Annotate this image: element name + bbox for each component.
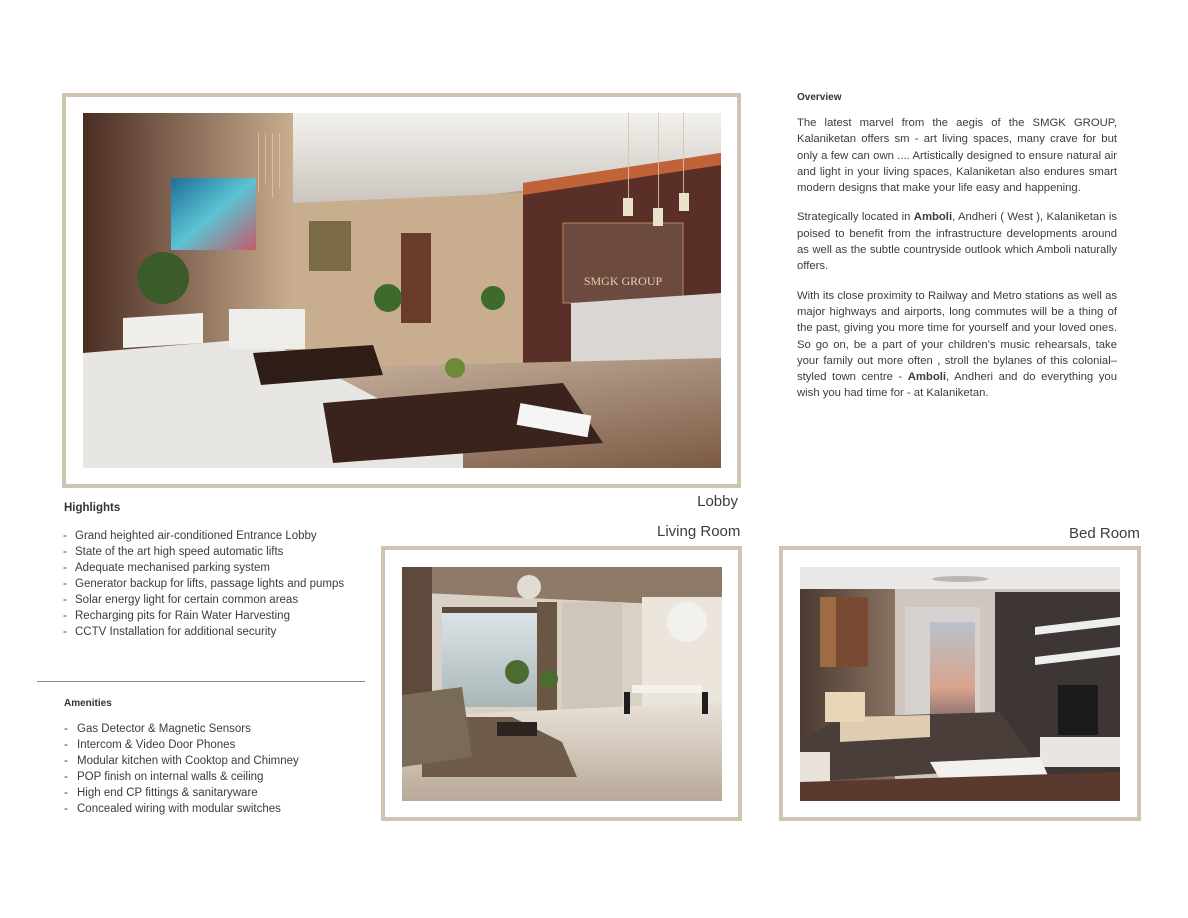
list-item: - Recharging pits for Rain Water Harvesting	[63, 608, 344, 624]
overview-paragraph-2: Strategically located in Amboli, Andheri ( West ), Kalaniketan is poised to benefit from the infrastructure developments around as well as the subtle countryside outlook which Amboli naturally offers.	[797, 211, 1117, 273]
amenities-list	[64, 721, 299, 817]
bed-room-caption: Bed Room	[1069, 525, 1140, 542]
amenities-title: Amenities	[64, 698, 112, 709]
list-item: - Solar energy light for certain common areas	[63, 592, 344, 608]
living-room-photo	[402, 567, 722, 801]
list-item: - High end CP fittings & sanitaryware	[64, 785, 299, 801]
living-room-caption: Living Room	[657, 523, 741, 540]
overview-title: Overview	[797, 92, 842, 103]
lobby-image-frame	[62, 93, 741, 488]
list-item: - Modular kitchen with Cooktop and Chimney	[64, 753, 299, 769]
overview-text	[797, 115, 1117, 415]
bed-room-image-frame	[779, 546, 1141, 821]
bed-room-photo	[800, 567, 1120, 801]
location-highlight: Amboli	[913, 211, 953, 224]
list-item: - Intercom & Video Door Phones	[64, 737, 299, 753]
list-item: - State of the art high speed automatic lifts	[63, 544, 344, 560]
section-divider	[37, 681, 365, 682]
highlights-title: Highlights	[64, 502, 121, 514]
list-item: - Concealed wiring with modular switches	[64, 801, 299, 817]
location-highlight: Amboli	[907, 371, 947, 384]
lobby-photo	[83, 113, 721, 468]
list-item: - Grand heighted air-conditioned Entrance Lobby	[63, 528, 344, 544]
list-item: - POP finish on internal walls & ceiling	[64, 769, 299, 785]
list-item: - CCTV Installation for additional security	[63, 624, 344, 640]
highlights-list	[63, 528, 344, 640]
list-item: - Generator backup for lifts, passage lights and pumps	[63, 576, 344, 592]
list-item: - Adequate mechanised parking system	[63, 560, 344, 576]
lobby-sign: SMGK GROUP	[583, 274, 663, 288]
overview-paragraph-3: With its close proximity to Railway and Metro stations as well as major highways and airports, long commutes will be a thing of the past, giving you more time for yourself and your loved ones. So go on, be a part of your children's music rehearsals, take your family out more often , stroll the bylanes of this colonial–styled town centre - Amboli, Andheri and do everything you wish you had time for - at Kalaniketan.	[797, 289, 1117, 400]
living-room-image-frame	[381, 546, 742, 821]
overview-paragraph-1: The latest marvel from the aegis of the SMGK GROUP, Kalaniketan offers sm - art living spaces, many crave for but only a few can own .... Artistically designed to ensure natural air and light in your living spaces, Kalaniketan also endures smart modern designs that make your life easy and happening.	[797, 117, 1117, 195]
list-item: - Gas Detector & Magnetic Sensors	[64, 721, 299, 737]
lobby-caption: Lobby	[697, 493, 738, 510]
